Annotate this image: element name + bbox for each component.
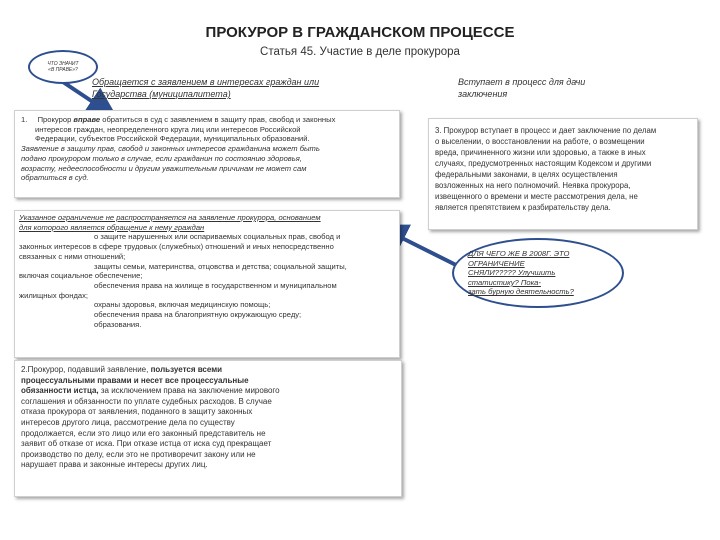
right-line3: вреда, причиненного жизни или здоровью, а также в иных [435,148,646,157]
left-heading-line1: Обращается с заявлением в интересах граждан или [92,77,320,87]
block2-underlined-2: для которого является обращение к нему граждан [19,222,205,232]
block-2-card [14,210,400,358]
bubble-left-line1: ЧТО ЗНАЧИТ [47,61,79,67]
right-line1: 3. Прокурор вступает в процесс и дает заключение по делам [435,126,657,135]
bubble-right-line2: СНЯЛИ????? Улучшить статистику? Пока- [468,268,556,287]
block3-l1b: пользуется всеми [150,365,223,374]
block3-l3b: за исключением права на заключение мирового [98,386,280,396]
block3-line9: производство по делу, если это не противоречит закону или не [21,449,256,459]
block2-line1: о защите нарушенных или оспариваемых социальных прав, свобод и [94,232,341,242]
block2-line3: связанных с ними отношений; [19,251,126,261]
block1-line7: обратиться в суд. [21,173,89,183]
right-line8: является препятствием к разбирательству дела. [435,203,611,212]
block1-vprave: вправе [73,115,101,124]
block2-line9: обеспечения права на благоприятную окружающую среду; [94,310,302,320]
block1-line2: интересов граждан, неопределенного круга лиц или интересов Российской [35,124,301,134]
right-line4: случаях, предусмотренных настоящим Кодексом и другими [435,159,652,168]
bubble-right-line1: ДЛЯ ЧЕГО ЖЕ В 2008Г. ЭТО ОГРАНИЧЕНИЕ [468,249,570,268]
block2-line4: защиты семьи, материнства, отцовства и детства; социальной защиты, [94,261,347,271]
block-1-card [14,110,400,198]
block1-l1c: обратиться в суд с заявлением в защиту прав, свобод и законных [100,115,336,124]
bubble-right-line3: зать бурную деятельность? [468,287,574,297]
block3-line5: отказа прокурора от заявления, поданного в защиту законных [21,407,253,417]
block2-line7: жилищных фондах; [19,290,89,300]
page-subtitle: Статья 45. Участие в деле прокурора [260,46,460,58]
block3-line7: продолжается, если это лицо или его законный представитель не [21,428,266,438]
left-column-heading [92,76,392,100]
block1-num: 1. [21,115,28,124]
block3-l3a: обязанности истца, [21,386,99,396]
block-3-card [14,360,402,497]
block3-line6: интересов другого лица, рассмотрение дела по существу [21,417,235,427]
page-title: ПРОКУРОР В ГРАЖДАНСКОМ ПРОЦЕССЕ [205,24,515,41]
block2-underlined-1: Указанное ограничение не распространяется на заявление прокурора, основанием [19,213,321,222]
block3-line10: нарушает права и законные интересы других лиц. [21,460,208,470]
block2-line8: охраны здоровья, включая медицинскую помощь; [94,300,271,310]
block2-line10: образования. [94,319,142,329]
block2-line6: обеспечения права на жилище в государственном и муниципальном [94,280,337,290]
block1-line4: Заявление в защиту прав, свобод и законных интересов гражданина может быть [21,144,320,154]
block1-line1 [21,115,393,125]
block3-l1a: 2.Прокурор, подавший заявление, [21,365,151,374]
block3-line8: заявит об отказе от иска. При отказе истца от иска суд прекращает [21,439,272,449]
block1-line3: Федерации, субъектов Российской Федерации, муниципальных образований. [35,134,310,144]
block2-line2: законных интересов в сфере трудовых (служебных) отношений и иных непосредственно [19,242,334,252]
block3-line4: соглашения и обязанности по уплате судебных расходов. В случае [21,396,272,406]
block1-l1a: Прокурор [37,115,74,124]
right-heading-line2: заключения [458,89,508,99]
bubble-left-line2: «В ПРАВЕ»? [48,67,78,73]
block-right-card [428,118,698,230]
right-line5: федеральными законами, в целях осуществления [435,170,618,179]
right-heading-line1: Вступает в процесс для дачи [458,77,586,87]
block1-line6: возрасту, недееспособности и другим уважительным причинам не может сам [21,163,307,173]
block2-line5: включая социальное обеспечение; [19,271,143,281]
question-bubble-right [452,238,624,308]
block3-line1 [21,365,395,376]
right-line7: извещенного о времени и месте рассмотрения дела, не [435,192,638,201]
question-bubble-left [28,50,98,84]
right-line6: возложенных на него полномочий. Неявка прокурора, [435,181,631,190]
block3-line3 [21,386,395,397]
right-column-heading [458,76,608,100]
right-line2: о выселении, о восстановлении на работе, о возмещении [435,137,645,146]
left-heading-line2: Государства (муниципалитета) [92,89,231,99]
block1-line5: подано прокурором только в случае, если гражданин по состоянию здоровья, [21,153,302,163]
block3-line2: процессуальными правами и несет все процессуальные [21,375,249,385]
